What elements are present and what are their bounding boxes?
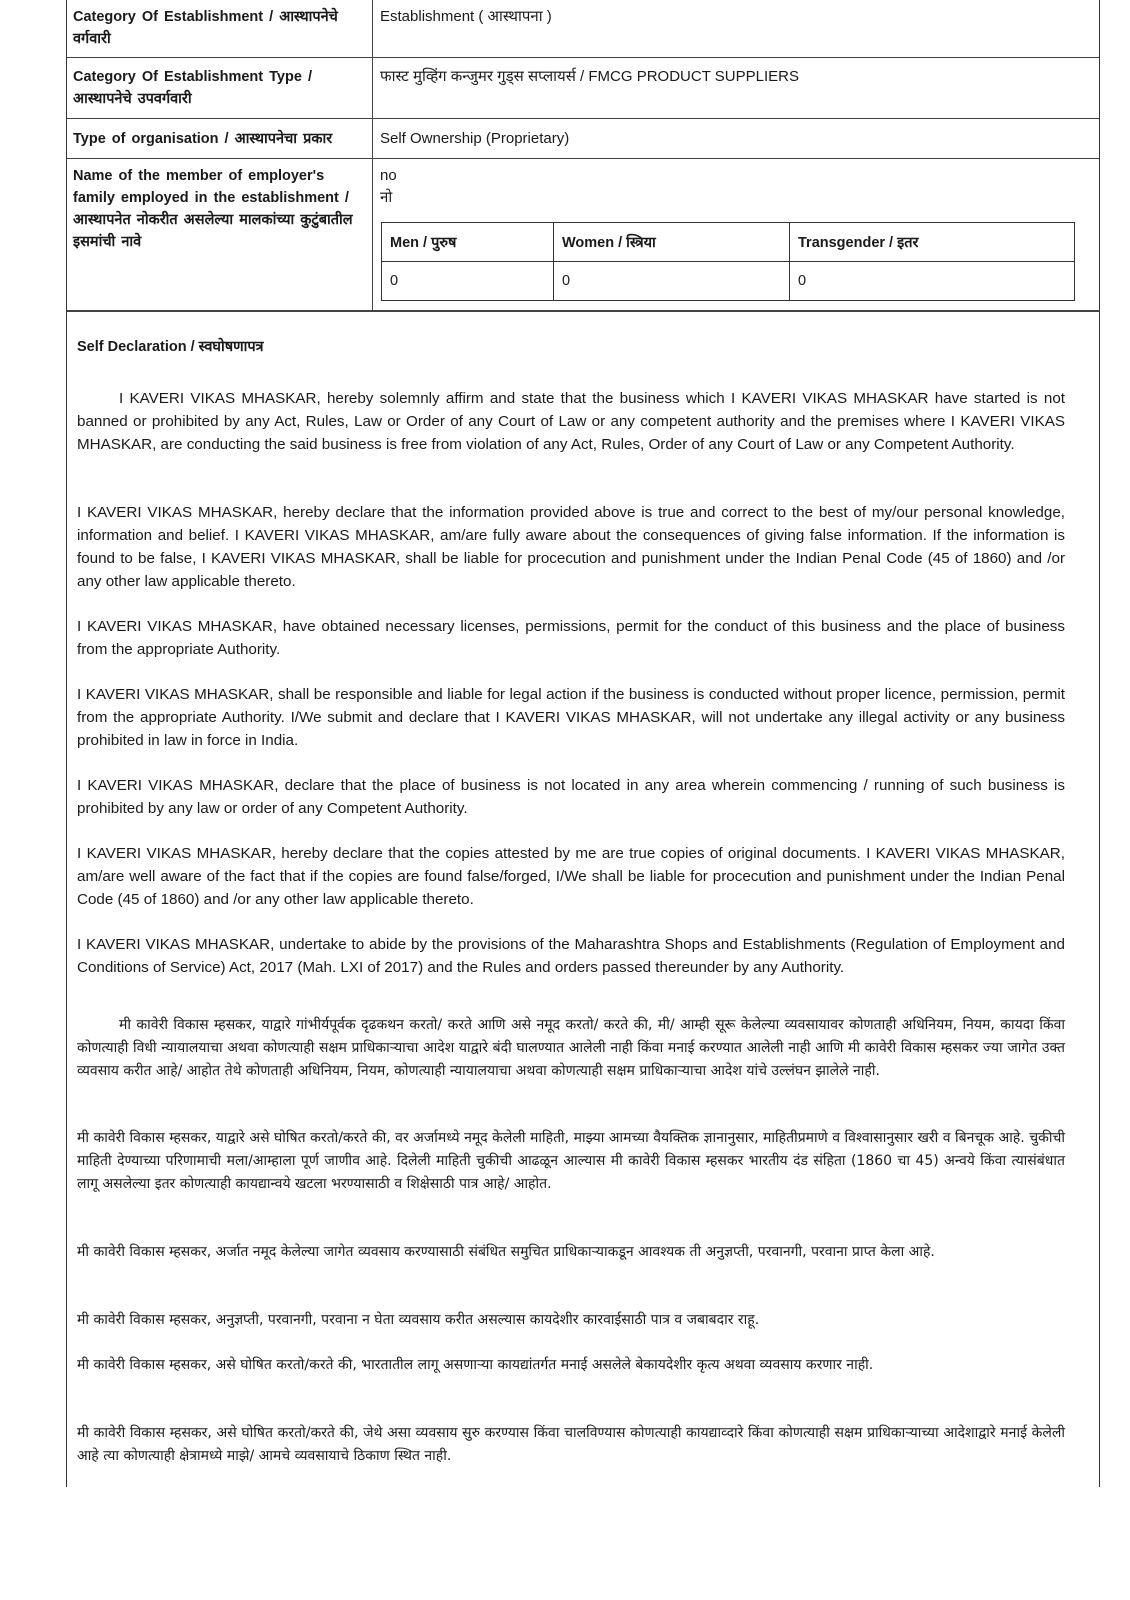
declaration-en-paragraph: I KAVERI VIKAS MHASKAR, hereby declare that the information provided above is true and correct to the best of my/our personal knowledge, information and belief. I KAVERI VIKAS MHASKAR, am/are fully aware about the consequences of giving false information. If the information is found to be false, I KAVERI VIKAS MHASKAR, shall be liable for procecution and punishment under the Indian Penal Code (45 of 1860) and /or any other law applicable thereto.: [77, 504, 1065, 590]
declaration-en-paragraph: I KAVERI VIKAS MHASKAR, undertake to abide by the provisions of the Maharashtra Shops and Establishments (Regulation of Employment and Conditions of Service) Act, 2017 (Mah. LXI of 2017) and the Rules and orders passed thereunder by any Authority.: [77, 936, 1065, 976]
row-category-type: [67, 57, 1099, 118]
declaration-mr-paragraph: मी कावेरी विकास म्हसकर, अर्जात नमूद केलेल्या जागेत व्यवसाय करण्यासाठी संबंधित समुचित प्राधिकाऱ्याकडून आवश्यक ती अनुज्ञप्ती, परवानगी, परवाना प्राप्त केला आहे.: [77, 1244, 935, 1260]
category-type-value: फास्ट मुव्हिंग कन्जुमर गुड्स सप्लायर्स / FMCG PRODUCT SUPPLIERS: [380, 68, 799, 85]
declaration-en-paragraph: I KAVERI VIKAS MHASKAR, have obtained necessary licenses, permissions, permit for the conduct of this business and the place of business from the appropriate Authority.: [77, 618, 1065, 658]
transgender-count: 0: [790, 262, 1075, 301]
self-declaration-title: Self Declaration / स्वघोषणापत्र: [77, 339, 264, 355]
declaration-mr-paragraph: मी कावेरी विकास म्हसकर, अनुज्ञप्ती, परवानगी, परवाना न घेता व्यवसाय करीत असल्यास कायदेशीर कारवाईसाठी पात्र व जबाबदार राहू.: [77, 1312, 760, 1328]
gender-header-row: [382, 223, 1075, 262]
organisation-type-value: Self Ownership (Proprietary): [380, 130, 570, 147]
family-members-label: Name of the member of employer's family employed in the establishment / आस्थापनेत नोकरीत असलेल्या मालकांच्या कुटुंबातील इसमांची नावे: [67, 159, 373, 310]
declaration-en-paragraph: I KAVERI VIKAS MHASKAR, hereby solemnly affirm and state that the business which I KAVERI VIKAS MHASKAR have started is not banned or prohibited by any Act, Rules, Law or Order of any Court of Law or any competent authority and the premises where I KAVERI VIKAS MHASKAR, are conducting the said business is free from violation of any Act, Rules, Order of any Court of Law or any Competent Authority.: [77, 390, 1065, 453]
declaration-en-paragraph: I KAVERI VIKAS MHASKAR, hereby declare that the copies attested by me are true copies of original documents. I KAVERI VIKAS MHASKAR, am/are well aware of the fact that if the copies are found false/forged, I/We shall be liable for procecution and punishment under the Indian Penal Code (45 of 1860) and /or any other law applicable thereto.: [77, 845, 1065, 908]
row-category: [67, 0, 1099, 57]
declaration-mr-paragraph: मी कावेरी विकास म्हसकर, असे घोषित करतो/करते की, भारतातील लागू असणाऱ्या कायद्यांतर्गत मनाई असलेले बेकायदेशीर कृत्य अथवा व्यवसाय करणार नाही.: [77, 1357, 874, 1373]
gender-value-row: [382, 262, 1075, 301]
declaration-mr-paragraph: मी कावेरी विकास म्हसकर, याद्वारे गांभीर्यपूर्वक दृढकथन करतो/ करते आणि असे नमूद करतो/ करते की, मी/ आम्ही सूरू केलेल्या व्यवसायावर कोणताही अधिनियम, नियम, कायदा किंवा कोणत्याही विधी न्यायालयाचा अथवा कोणत्याही सक्षम प्राधिकाऱ्याचा आदेश याद्वारे बंदी घालण्यात आलेली नाही किंवा मनाई करण्यात आलेली नाही आणि मी कावेरी विकास म्हसकर ज्या जागेत उक्त व्यवसाय करीत आहे/ आहोत तेथे कोणताही अधिनियम, नियम, कोणत्याही न्यायालयाचा अथवा कोणत्याही सक्षम प्राधिकाऱ्याचा आदेश यांचे उल्लंघन झालेले नाही.: [77, 1017, 1065, 1079]
women-header: Women / स्त्रिया: [554, 223, 790, 262]
self-declaration-section: [66, 312, 1100, 1487]
men-header: Men / पुरुष: [382, 223, 554, 262]
women-count: 0: [554, 262, 790, 301]
declaration-en-paragraph: I KAVERI VIKAS MHASKAR, declare that the place of business is not located in any area wherein commencing / running of such business is prohibited by any law or order of any Competent Authority.: [77, 777, 1065, 817]
category-value: Establishment ( आस्थापना ): [380, 8, 552, 25]
category-type-label: Category Of Establishment Type / आस्थापनेचे उपवर्गवारी: [67, 58, 373, 118]
row-organisation-type: [67, 118, 1099, 158]
category-label: Category Of Establishment / आस्थापनेचे वर्गवारी: [67, 0, 373, 57]
organisation-type-label: Type of organisation / आस्थापनेचा प्रकार: [67, 119, 373, 158]
family-value-en: no: [380, 167, 397, 184]
men-count: 0: [382, 262, 554, 301]
family-value-mr: नो: [380, 189, 393, 206]
declaration-mr-paragraph: मी कावेरी विकास म्हसकर, याद्वारे असे घोषित करतो/करते की, वर अर्जामध्ये नमूद केलेली माहिती, माझ्या आमच्या वैयक्तिक ज्ञानानुसार, माहितीप्रमाणे व विश्वासानुसार खरी व बिनचूक आहे. चुकीची माहिती देण्याच्या परिणामाची मला/आम्हाला पूर्ण जाणीव आहे. दिलेली माहिती चुकीची आढळून आल्यास मी कावेरी विकास म्हसकर भारतीय दंड संहिता (1860 चा 45) अन्वये किंवा त्यासंबंधात लागू असलेल्या इतर कोणत्याही कायद्यान्वये खटला भरण्यासाठी व शिक्षेसाठी पात्र आहे/ आहोत.: [77, 1130, 1065, 1192]
gender-count-table: [381, 222, 1075, 301]
registration-form-page: [66, 0, 1100, 1487]
declaration-mr-paragraph: मी कावेरी विकास म्हसकर, असे घोषित करतो/करते की, जेथे असा व्यवसाय सुरु करण्यास किंवा चालविण्यास कोणत्याही कायद्याव्दारे किंवा कोणत्याही सक्षम प्राधिकाऱ्याच्या आदेशाद्वारे मनाई केलेली आहे त्या कोणत्याही क्षेत्रामध्ये माझे/ आमचे व्यवसायाचे ठिकाण स्थित नाही.: [77, 1425, 1065, 1464]
transgender-header: Transgender / इतर: [790, 223, 1075, 262]
declaration-en-paragraph: I KAVERI VIKAS MHASKAR, shall be responsible and liable for legal action if the business is conducted without proper licence, permission, permit from the appropriate Authority. I/We submit and declare that I KAVERI VIKAS MHASKAR, will not undertake any illegal activity or any business prohibited in law in force in India.: [77, 686, 1065, 749]
establishment-details-table: [66, 0, 1100, 312]
